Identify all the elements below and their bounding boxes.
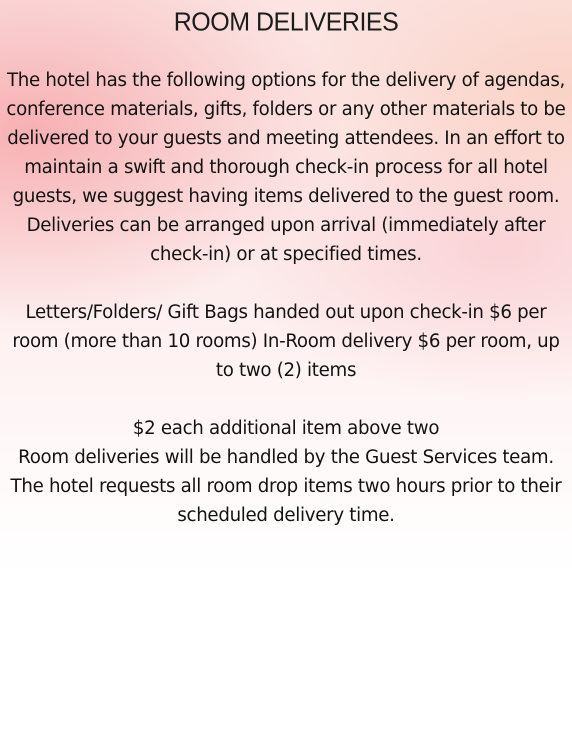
guest-services-paragraph: Room deliveries will be handled by the Guest Services team. The hotel requests all room drop items two hours prior to their scheduled delivery time. (10, 447, 562, 526)
pricing-paragraph: Letters/Folders/ Gift Bags handed out upon check-in $6 per room (more than 10 rooms) In-Room delivery $6 per room, up to two (2) items (12, 302, 560, 381)
document-body (4, 66, 568, 530)
page-title: ROOM DELIVERIES (173, 7, 399, 37)
delivery-options-paragraph: The hotel has the following options for the delivery of agendas, conference materials, gifts, folders or any other materials to be delivered to your guests and meeting attendees. In an effort to maintain a swift and thorough check-in process for all hotel guests, we suggest having items delivered to the guest room. Deliveries can be arranged upon arrival (immediately after check-in) or at specified times. (6, 70, 566, 265)
additional-item-fee: $2 each additional item above two (132, 418, 440, 439)
paragraph-spacer (4, 385, 568, 414)
paragraph-spacer (4, 269, 568, 298)
